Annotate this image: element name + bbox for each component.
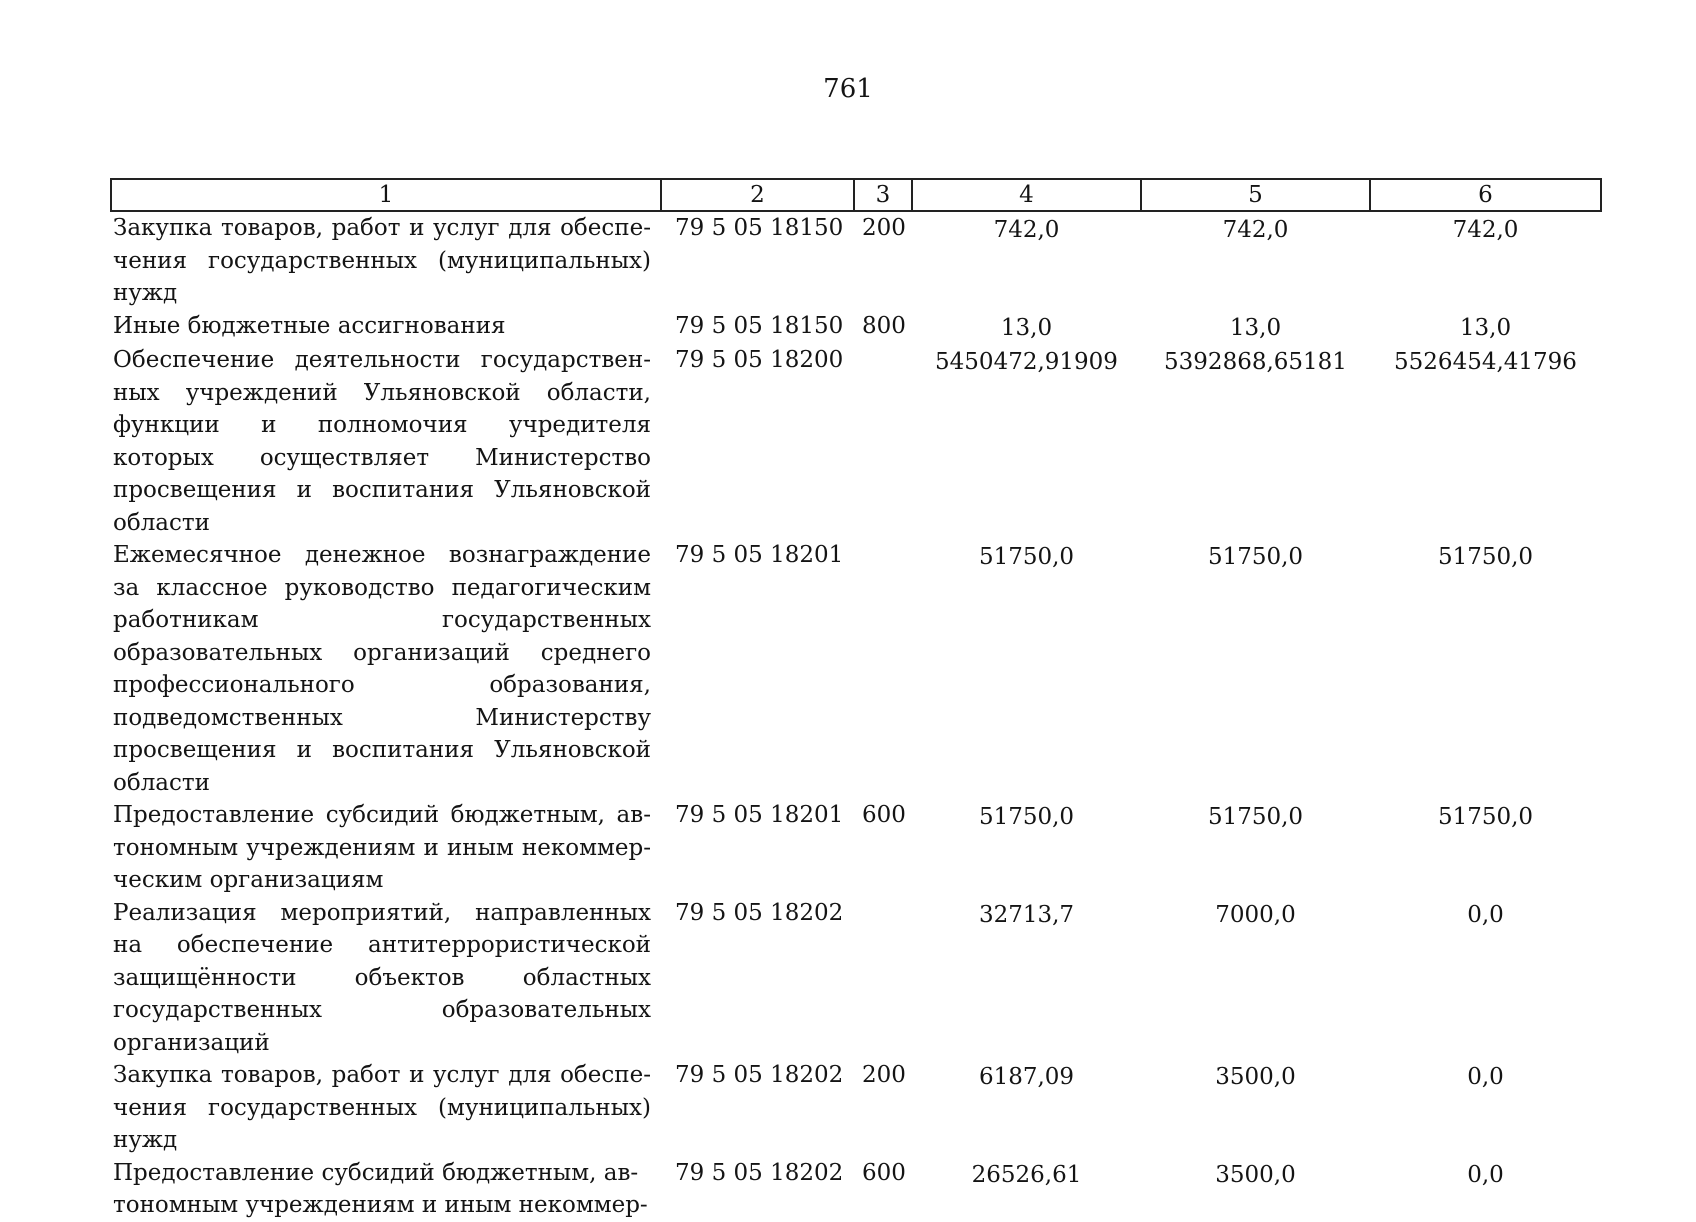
row-value-6: 742,0 [1452,217,1519,243]
header-row [111,179,1601,211]
row-code: 79 5 05 18150 [675,312,844,339]
column-header-2: 2 [661,179,854,211]
row-value-5: 51750,0 [1207,804,1304,830]
row-code: 79 5 05 18201 [675,802,844,828]
row-value-6: 13,0 [1459,314,1512,341]
row-value-5: 51750,0 [1207,544,1304,570]
row-value-4: 26526,61 [971,1161,1082,1188]
row-kind [854,344,912,539]
row-name: Закупка товаров, работ и услуг для обеспечения государственных (муниципальных) нужд [113,1062,651,1153]
row-value-4: 13,0 [1000,314,1053,341]
row-code: 79 5 05 18202 [675,1062,844,1088]
row-kind: 800 [862,312,906,339]
row-value-5: 5392868,65181 [1164,349,1347,375]
row-kind: 600 [862,1159,906,1186]
row-value-6: 0,0 [1467,1161,1504,1188]
row-code: 79 5 05 18202 [675,899,844,926]
row-value-4: 51750,0 [978,544,1075,570]
row-value-5: 7000,0 [1215,901,1296,928]
row-value-6: 5526454,41796 [1394,349,1577,375]
row-code: 79 5 05 18202 [675,1159,844,1186]
row-value-4: 5450472,91909 [935,349,1118,375]
budget-table [110,178,1602,1222]
row-name: Обеспечение деятельности государственных учреждений Ульяновской области, функции и полномочия учредителя которых осуществляет Министерство просвещения и воспитания Ульяновской области [113,347,651,536]
table-row [111,539,1601,799]
table-body [111,211,1601,1222]
row-value-6: 51750,0 [1437,544,1534,570]
row-name: Ежемесячное денежное вознаграждение за классное руководство педагогическим работникам государственных образовательных организаций среднего профессионального образования, подведомственных Министерству просвещения и воспитания Ульяновской области [113,542,651,796]
table-row [111,310,1601,345]
row-code: 79 5 05 18201 [675,542,844,568]
row-value-6: 0,0 [1467,901,1504,928]
page-number: 761 [823,74,873,104]
table-row [111,799,1601,897]
table-header [111,179,1601,211]
row-value-4: 51750,0 [978,804,1075,830]
row-code: 79 5 05 18200 [675,347,844,373]
row-name: Закупка товаров, работ и услуг для обеспечения государственных (муниципальных) нужд [113,215,651,306]
row-value-5: 3500,0 [1215,1161,1296,1188]
row-name: Предоставление субсидий бюджетным, автономным учреждениям и иным некоммерческим организациям [113,802,651,893]
row-kind: 200 [862,1062,906,1088]
table-row [111,897,1601,1060]
row-code: 79 5 05 18150 [675,215,844,241]
row-kind [854,539,912,799]
row-name: Иные бюджетные ассигнования [113,312,506,339]
row-name: Предоставление субсидий бюджетным, автономным учреждениям и иным некоммер- [113,1159,648,1218]
row-value-5: 3500,0 [1215,1064,1296,1090]
row-value-5: 13,0 [1229,314,1282,341]
row-value-6: 0,0 [1467,1064,1504,1090]
row-value-4: 6187,09 [978,1064,1075,1090]
column-header-4: 4 [912,179,1141,211]
row-name: Реализация мероприятий, направленных на обеспечение антитеррористической защищённости объектов областных государственных образовательных организаций [113,899,651,1056]
column-header-6: 6 [1370,179,1601,211]
row-value-6: 51750,0 [1437,804,1534,830]
row-value-5: 742,0 [1222,217,1289,243]
row-value-4: 32713,7 [978,901,1075,928]
row-value-4: 742,0 [993,217,1060,243]
column-header-5: 5 [1141,179,1370,211]
table-row [111,1059,1601,1157]
column-header-3: 3 [854,179,912,211]
table-row [111,344,1601,539]
table-row [111,211,1601,310]
row-kind: 600 [862,802,906,828]
table-row [111,1157,1601,1222]
row-kind [854,897,912,1060]
column-header-1: 1 [111,179,661,211]
row-kind: 200 [862,215,906,241]
